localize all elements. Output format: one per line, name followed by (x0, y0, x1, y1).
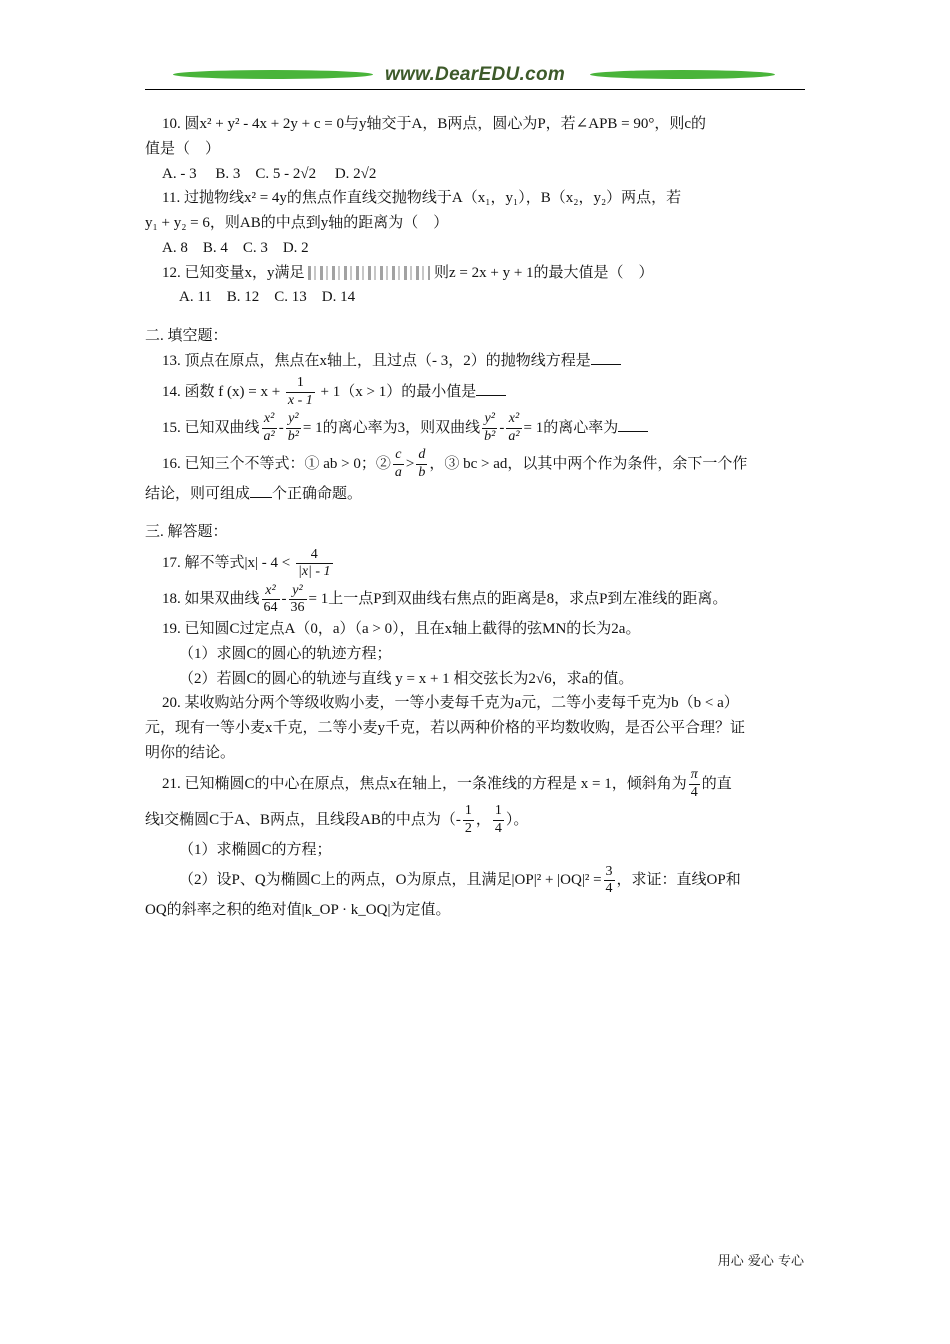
question-number: 14. (162, 383, 181, 400)
fraction: $\frac{\text{x²}}{\text{a²}}$ (263, 411, 275, 444)
question-19-part-1: （1）求圆C的圆心的轨迹方程； (179, 645, 392, 662)
question-16-cont: 结论，则可组成 个正确命题。 (145, 485, 363, 502)
question-number: 11. (162, 190, 181, 207)
question-19-part-2: （2）若圆C的圆心的轨迹与直线 y = x + 1 相交弦长为2√6，求a的值。 (179, 670, 634, 687)
fraction: $\frac{1}{4}$ (494, 803, 502, 836)
question-text: 某收购站分两个等级收购小麦，一等小麦每千克为a元，二等小麦每千克为b（b < a） (184, 695, 739, 712)
question-number: 20. (162, 695, 181, 712)
question-number: 18. (162, 591, 181, 607)
question-12-options: A. 11 B. 12 C. 13 D. 14 (179, 289, 356, 306)
header-divider (145, 89, 805, 90)
question-text: 解不等式|x| - 4 < (184, 555, 291, 571)
fraction: $\frac{\text{x²}}{64}$ (263, 582, 278, 616)
fraction: $\frac{1}{x - 1}$ (287, 375, 313, 408)
answer-blank[interactable] (476, 383, 506, 396)
question-10-options: A. - 3 B. 3 C. 5 - 2√2 D. 2√2 (162, 165, 377, 182)
question-11 (145, 186, 810, 211)
question-15: 15. 已知双曲线 $\frac{\text{x²}}{\text{a²}}$ - $\frac{\text{y²}}{\text{b²}}$ = 1的离心率为3，则双曲线 $\frac{\text{y²}}{\text{b²}}$ - $\frac{\text{x²}}{\text{a²}}$ = 1的离心率为 (145, 410, 810, 446)
question-21-cont: 线l交椭圆C于A、B两点，且线段AB的中点为（- $\frac{1}{2}$ ， $\frac{1}{4}$ ）。 (145, 803, 529, 836)
question-number: 19. (162, 621, 181, 637)
question-number: 16. (162, 455, 181, 472)
fraction: $\frac{\text{y²}}{\text{b²}}$ (484, 411, 496, 444)
question-21-part-2: （2）设P、Q为椭圆C上的两点，O为原点，且满足|OP|² + |OQ|² = $\frac{3}{4}$ ，求证：直线OP和 (179, 864, 741, 897)
fraction: $\frac{\text{y²}}{36}$ (290, 582, 305, 616)
question-number: 15. (162, 419, 181, 436)
question-number: 21. (162, 775, 181, 792)
question-text: 过抛物线x² = 4y的焦点作直线交抛物线于A（x₁，y₁），B（x₂，y₂）两点，若 (183, 190, 682, 207)
question-text: 函数 f (x) = x + (184, 383, 281, 400)
answer-blank[interactable] (591, 352, 621, 365)
question-text: 如果双曲线 (184, 591, 260, 607)
question-20-cont-2: 明你的结论。 (145, 744, 236, 761)
question-11-cont: y₁ + y₂ = 6，则AB的中点到y轴的距离为（ ） (145, 215, 449, 231)
site-header (145, 62, 805, 92)
question-17 (145, 545, 810, 581)
question-text-tail: + 1（x > 1）的最小值是 (320, 383, 477, 400)
question-13 (145, 349, 810, 374)
question-16: 16. 已知三个不等式：① ab > 0；② $\frac{c}{a}$ > $\frac{d}{b}$ ，③ bc > ad，以其中两个作为条件，余下一个作 (162, 447, 748, 480)
question-12 (145, 261, 810, 286)
question-number: 13. (162, 352, 181, 369)
question-19 (145, 617, 810, 642)
fraction: $\frac{4}{|x| - 1}$ (297, 546, 331, 580)
question-20-cont-1: 元，现有一等小麦x千克，二等小麦y千克，若以两种价格的平均数收购，是否公平合理？证 (145, 720, 746, 736)
section-fill-in-title: 二. 填空题： (145, 328, 228, 344)
question-text: 已知椭圆C的中心在原点，焦点x在轴上，一条准线的方程是 x = 1，倾斜角为 (184, 775, 687, 792)
constraint-system-image (308, 266, 430, 280)
question-21-cont-3: OQ的斜率之积的绝对值|k_OP · k_OQ|为定值。 (145, 902, 451, 919)
question-text: 已知变量x，y满足 (184, 264, 305, 281)
fraction: $\frac{1}{2}$ (464, 803, 472, 836)
fraction: $\frac{\pi}{4}$ (690, 767, 698, 800)
question-20 (145, 691, 810, 716)
exam-content (145, 112, 810, 923)
question-text-tail: 则z = 2x + y + 1的最大值是（ ） (434, 264, 654, 281)
question-text: 圆x² + y² - 4x + 2y + c = 0与y轴交于A，B两点，圆心为P，若∠APB = 90°，则c的 (184, 116, 707, 132)
question-number: 17. (162, 555, 181, 571)
section-solve-title: 三. 解答题： (145, 524, 228, 541)
fraction: $\frac{\text{x²}}{\text{a²}}$ (508, 411, 520, 444)
answer-blank[interactable] (618, 419, 648, 432)
footer-slogan: 用心 爱心 专心 (717, 1254, 804, 1269)
question-21-part-1: （1）求椭圆C的方程； (179, 841, 332, 858)
question-11-options: A. 8 B. 4 C. 3 D. 2 (162, 239, 309, 256)
question-text: 已知圆C过定点A（0，a）（a > 0），且在x轴上截得的弦MN的长为2a。 (184, 621, 641, 637)
fraction: $\frac{3}{4}$ (605, 864, 613, 897)
question-14 (145, 374, 810, 410)
question-text: 顶点在原点，焦点在x轴上，且过点（- 3，2）的抛物线方程是 (184, 352, 591, 369)
site-url[interactable]: www.DearEDU.com (384, 64, 566, 85)
question-10 (145, 112, 810, 137)
fraction: $\frac{\text{y²}}{\text{b²}}$ (287, 411, 299, 444)
question-21: 21. 已知椭圆C的中心在原点，焦点x在轴上，一条准线的方程是 x = 1，倾斜角为 $\frac{\pi}{4}$ 的直 (162, 767, 732, 800)
question-text: 已知三个不等式：① ab > 0；② (184, 455, 391, 472)
question-text: 已知双曲线 (184, 419, 260, 436)
question-number: 12. (162, 264, 181, 281)
answer-blank[interactable] (250, 485, 272, 498)
question-10-cont: 值是（ ） (145, 140, 221, 157)
fraction: $\frac{c}{a}$ (394, 447, 402, 480)
fraction: $\frac{d}{b}$ (418, 447, 426, 480)
question-number: 10. (162, 116, 181, 132)
question-18: 18. 如果双曲线 $\frac{\text{x²}}{64}$ - $\frac{\text{y²}}{36}$ = 1上一点P到双曲线右焦点的距离是8，求点P到左准线的距离。 (162, 582, 728, 616)
